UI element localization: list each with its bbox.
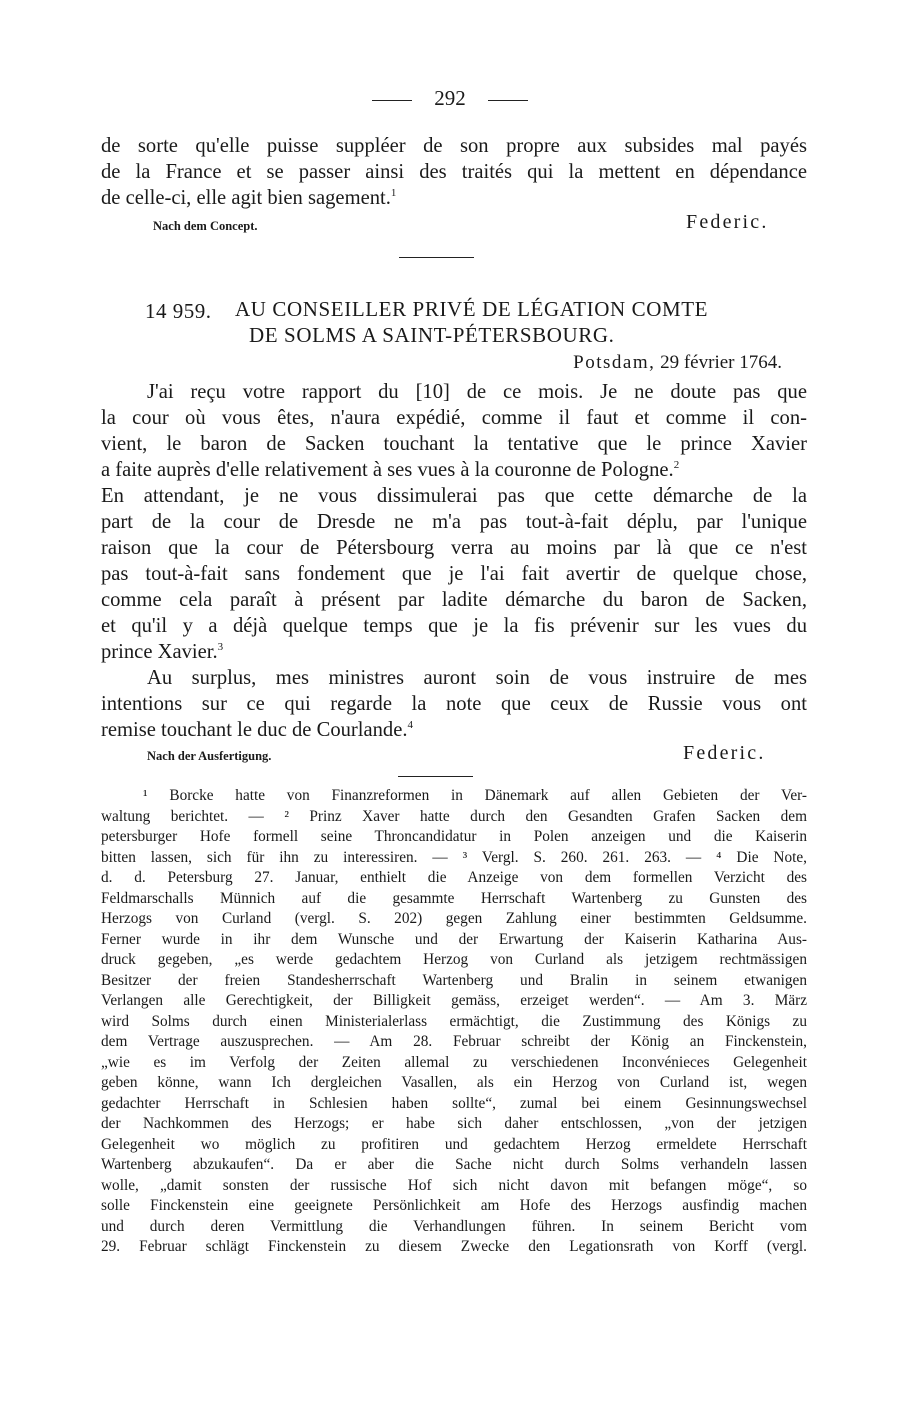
footnote-line-16: gedachter Herrschaft in Schlesien haben sollte“, zumal bei einem Gesinnungswechsel <box>101 1094 807 1112</box>
footnote-line-14: „wie es im Verfolg der Zeiten allemal zu verschiedenen Inconvénieces Gelegenheit <box>101 1053 807 1071</box>
footnote-line-1: ¹ Borcke hatte von Finanzreformen in Dänemark auf allen Gebieten der Ver- <box>143 787 807 804</box>
footnote-line-23: 29. Februar schlägt Finckenstein zu diesem Zwecke den Legationsrath von Korff (vergl. <box>101 1238 807 1255</box>
footnote-line-15: geben könne, wann Ich dergleichen Vasallen, als ein Herzog von Curland ist, wegen <box>101 1074 807 1091</box>
letter-paragraph-2 <box>101 665 807 743</box>
para1-line-3: vient, le baron de Sacken touchant la tentative que le prince Xavier <box>101 433 807 455</box>
para1-line-9: comme cela paraît à présent par ladite démarche du baron de Sacken, <box>101 589 807 611</box>
para2-line-3 <box>101 717 807 743</box>
signature-2: Federic. <box>683 742 766 764</box>
letter-title-line-2: DE SOLMS A SAINT-PÉTERSBOURG. <box>249 323 615 347</box>
section-divider-2 <box>398 776 473 777</box>
page-number: 292 <box>434 86 466 110</box>
header-rule-left <box>372 100 412 101</box>
footnote-marker-2: 2 <box>673 459 680 472</box>
dateline <box>573 352 782 374</box>
footnote-line-3: petersburger Hofe formell seine Throncandidatur in Polen anzeigen und die Kaiserin <box>101 828 807 845</box>
carryover-line-3-prefix: de <box>101 187 121 209</box>
section-divider-1 <box>399 257 474 258</box>
footnote-marker-1: 1 <box>390 187 397 200</box>
carryover-line-1: de sorte qu'elle puisse suppléer de son propre aux subsides mal payés <box>101 135 807 157</box>
para1-line-6: part de la cour de Dresde ne m'a pas tout-à-fait déplu, par l'unique <box>101 511 807 533</box>
carryover-line-3 <box>101 185 807 211</box>
footnote-line-7: Herzogs von Curland (vergl. S. 202) gegen Zahlung einer bestimmten Geldsumme. <box>101 910 807 927</box>
para2-line-1: Au surplus, mes ministres auront soin de vous instruire de mes <box>147 667 807 689</box>
footnote-line-22: und durch deren Vermittlung die Verhandlungen führen. In seinem Bericht vom <box>101 1217 807 1235</box>
footnote-line-9: druck gegeben, „es werde gedachtem Herzog von Curland als jetzigem rechtmässigen <box>101 951 807 968</box>
footnote-line-20: wolle, „damit sonsten der russische Hof sich nicht davon mit befangen möge“, so <box>101 1176 807 1194</box>
dateline-date: 29 février 1764. <box>660 352 782 373</box>
para1-line-4 <box>101 457 807 483</box>
para2-line-2: intentions sur ce qui regarde la note que ceux de Russie vous ont <box>101 693 807 715</box>
page-header <box>0 86 900 111</box>
footnote-line-13: dem Vertrage auszusprechen. — Am 28. Februar schreibt der König an Finckenstein, <box>101 1033 807 1050</box>
footnote-line-2: waltung berichtet. — ² Prinz Xaver hatte durch den Gesandten Grafen Sacken dem <box>101 807 807 825</box>
para1-line-7: raison que la cour de Pétersbourg verra au moins par là que ce n'est <box>101 537 807 559</box>
source-note-ausfertigung: Nach der Ausfertigung. <box>147 749 272 763</box>
footnote-marker-3: 3 <box>217 641 224 654</box>
source-note-concept: Nach dem Concept. <box>153 219 258 233</box>
header-rule-right <box>488 100 528 101</box>
para1-line-5: En attendant, je ne vous dissimulerai pas que cette démarche de la <box>101 485 807 507</box>
footnote-line-17: der Nachkommen des Herzogs; er habe sich daher entschlossen, „von der jetzigen <box>101 1115 807 1132</box>
footnote-line-8: Ferner wurde in ihr dem Wunsche und der Erwartung der Kaiserin Katharina Aus- <box>101 930 807 948</box>
para1-line-8: pas tout-à-fait sans fondement que je l'ai fait avertir de quelque chose, <box>101 563 807 585</box>
footnote-line-12: wird Solms durch einen Ministerialerlass ermächtigt, die Zustimmung des Königs zu <box>101 1012 807 1030</box>
para1-line-10: et qu'il y a déjà quelque temps que je la fis prévenir sur les vues du <box>101 615 807 637</box>
footnote-line-4: bitten lassen, sich für ihn zu interessiren. — ³ Vergl. S. 260. 261. 263. — ⁴ Die Note, <box>101 848 807 866</box>
footnote-line-19: Wartenberg abzukaufen“. Da er aber die Sache nicht durch Solms verhandeln lassen <box>101 1156 807 1173</box>
dateline-place: Potsdam, <box>573 352 656 373</box>
para1-line-11-text: prince Xavier. <box>101 641 218 663</box>
footnote-line-10: Besitzer der freien Standesherrschaft Wartenberg und Bralin in seinem etwanigen <box>101 971 807 989</box>
para2-line-3-text: remise touchant le duc de Courlande. <box>101 719 408 741</box>
para1-line-11 <box>101 639 807 665</box>
carryover-line-2: de la France et se passer ainsi des traités qui la mettent en dépendance <box>101 161 807 183</box>
footnote-line-5: d. d. Petersburg 27. Januar, enthielt die Anzeige von dem formellen Verzicht des <box>101 869 807 886</box>
para1-line-2: la cour où vous êtes, n'aura expédié, comme il faut et comme il con- <box>101 407 807 429</box>
footnote-line-6: Feldmarschalls Münnich auf die gesammte Herrschaft Wartenberg zu Gunsten des <box>101 889 807 907</box>
signature-1: Federic. <box>686 211 769 233</box>
carryover-paragraph <box>101 133 807 211</box>
carryover-line-3-text: celle-ci, elle agit bien sagement. <box>125 187 391 209</box>
footnote-line-11: Verlangen alle Gerechtigkeit, der Billigkeit gemäss, erzeiget werden“. — Am 3. März <box>101 992 807 1009</box>
letter-number: 14 959. <box>145 299 212 323</box>
letter-title-line-1: AU CONSEILLER PRIVÉ DE LÉGATION COMTE <box>235 297 709 321</box>
footnotes <box>101 786 807 1258</box>
para1-line-4-text: a faite auprès d'elle relativement à ses vues à la couronne de Pologne. <box>101 459 674 481</box>
para1-line-1: J'ai reçu votre rapport du [10] de ce mois. Je ne doute pas que <box>147 381 807 403</box>
footnote-line-18: Gelegenheit wo möglich zu profitiren und gedachtem Herzog ermeldete Herrschaft <box>101 1135 807 1153</box>
footnote-marker-4: 4 <box>407 719 414 732</box>
letter-paragraph-1 <box>101 379 807 665</box>
footnote-line-21: solle Finckenstein eine geeignete Persönlichkeit am Hofe des Herzogs ausfindig machen <box>101 1197 807 1214</box>
